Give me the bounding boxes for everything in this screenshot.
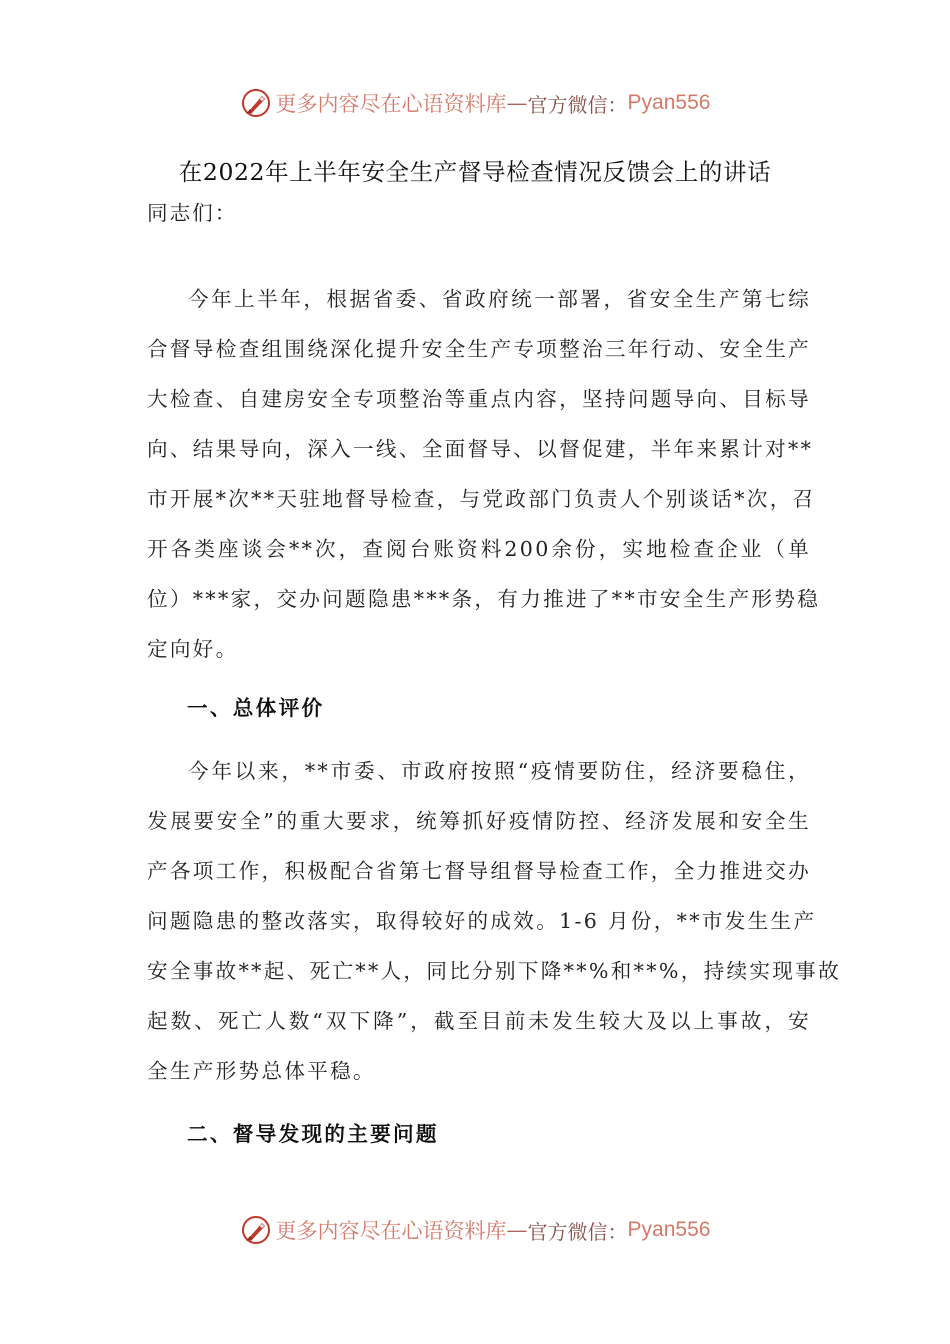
paragraph-line: 开各类座谈会**次，查阅台账资料200余份，实地检查企业（单 (147, 537, 811, 561)
paragraph-2 (147, 746, 841, 1096)
banner-official-label: 官方微信： (527, 1219, 628, 1244)
paragraph-line: 合督导检查组围绕深化提升安全生产专项整治三年行动、安全生产 (147, 337, 811, 361)
paragraph-line: 大检查、自建房安全专项整治等重点内容，坚持问题导向、目标导 (147, 387, 811, 411)
document-title: 在2022年上半年安全生产督导检查情况反馈会上的讲话 (178, 158, 772, 186)
paragraph-line: 发展要安全”的重大要求，统筹抓好疫情防控、经济发展和安全生 (147, 809, 811, 833)
paragraph-line: 位）***家，交办问题隐患***条，有力推进了**市安全生产形势稳 (147, 587, 821, 611)
pen-nib-logo-icon (240, 87, 272, 119)
banner-separator: — (506, 91, 528, 115)
paragraph-line: 问题隐患的整改落实，取得较好的成效。1-6 月份，**市发生生产 (147, 909, 817, 933)
paragraph-line: 今年以来，**市委、市政府按照“疫情要防住，经济要稳住， (188, 759, 811, 783)
banner-main-text: 更多内容尽在心语资料库 (275, 1219, 507, 1243)
banner-wechat-id: Pyan556 (627, 1218, 711, 1241)
banner-separator: — (506, 1218, 528, 1242)
paragraph-line: 起数、死亡人数“双下降”，截至目前未发生较大及以上事故，安 (147, 1009, 811, 1033)
pen-nib-logo-icon (240, 1214, 272, 1246)
paragraph-line: 安全事故**起、死亡**人，同比分别下降**%和**%，持续实现事故 (147, 959, 841, 983)
banner-main-text: 更多内容尽在心语资料库 (275, 92, 507, 116)
paragraph-line: 定向好。 (147, 637, 239, 661)
banner-wechat-id: Pyan556 (627, 91, 711, 114)
salutation: 同志们： (147, 201, 238, 225)
section-heading-2: 二、督导发现的主要问题 (187, 1122, 439, 1146)
paragraph-line: 今年上半年，根据省委、省政府统一部署，省安全生产第七综 (188, 287, 811, 311)
paragraph-line: 产各项工作，积极配合省第七督导组督导检查工作，全力推进交办 (147, 859, 811, 883)
paragraph-1 (147, 274, 821, 674)
footer-watermark-banner (0, 1210, 950, 1250)
header-watermark-banner (0, 83, 950, 123)
paragraph-line: 向、结果导向，深入一线、全面督导、以督促建，半年来累计对** (147, 437, 814, 461)
banner-official-label: 官方微信： (527, 92, 628, 117)
paragraph-line: 全生产形势总体平稳。 (147, 1059, 376, 1083)
paragraph-line: 市开展*次**天驻地督导检查，与党政部门负责人个别谈话*次，召 (147, 487, 816, 511)
section-heading-1: 一、总体评价 (187, 696, 325, 720)
